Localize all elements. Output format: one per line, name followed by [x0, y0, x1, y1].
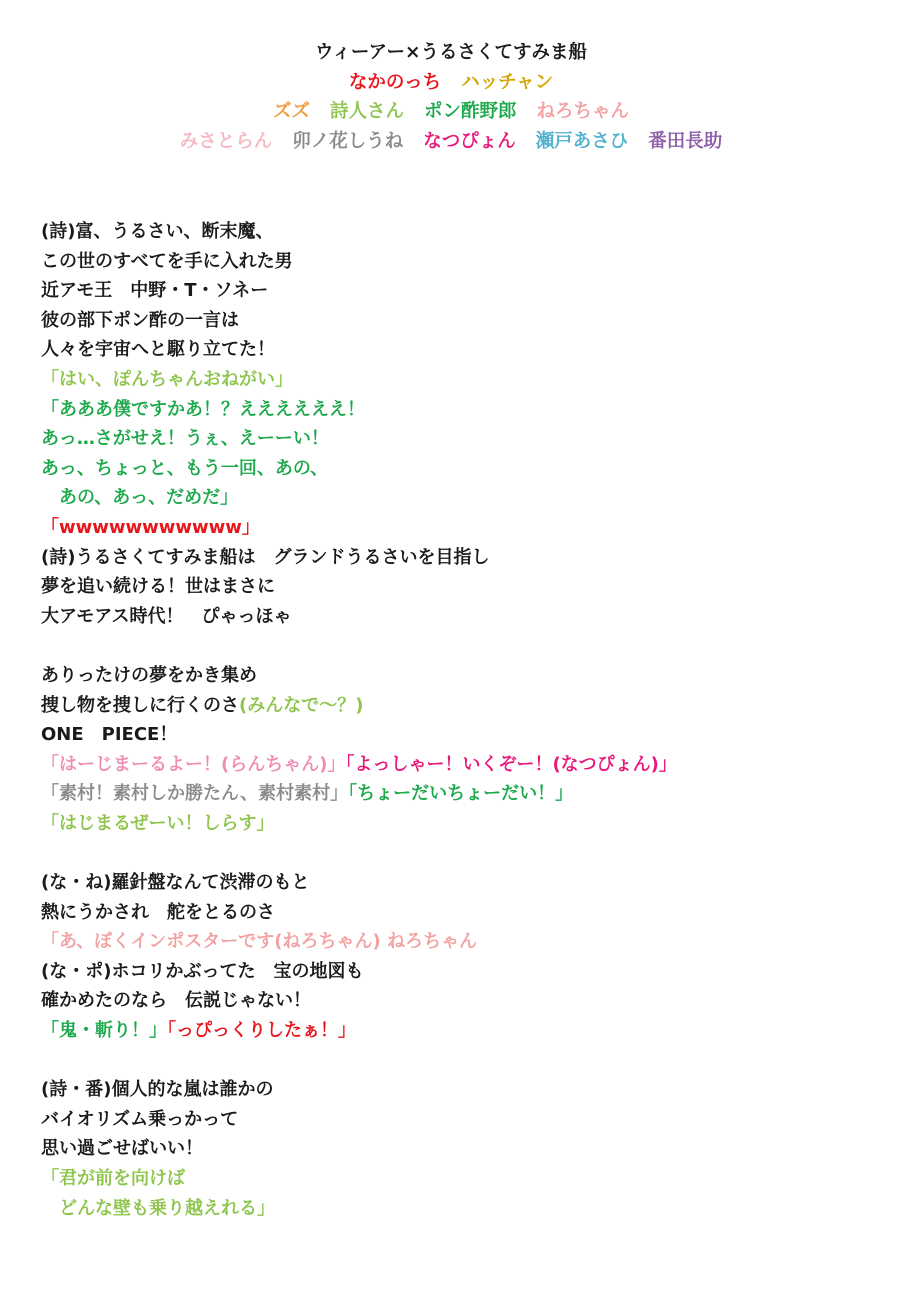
- lyric-segment: 人々を宇宙へと駆り立てた！: [41, 339, 275, 361]
- lyric-line: [41, 335, 881, 365]
- member-name: 瀬戸あさひ: [535, 130, 629, 152]
- lyric-line: [41, 1164, 881, 1194]
- lyric-segment: 「っぴっくりしたぁ！」: [167, 1020, 356, 1042]
- blank-line: [41, 838, 881, 868]
- lyric-segment: 捜し物を捜しに行くのさ: [41, 694, 239, 716]
- blank-line: [41, 1046, 881, 1076]
- lyric-segment: 「ちょーだいちょーだい！」: [348, 783, 574, 805]
- lyric-segment: 「はい、ぽんちゃんおねがい」: [41, 368, 293, 390]
- member-name: 詩人さん: [329, 101, 404, 122]
- lyric-segment: 夢を追い続ける！世はまさに: [41, 576, 275, 598]
- lyric-segment: あっ…さがせえ！うぇ、えーーい！: [41, 428, 329, 450]
- lyric-line: [41, 927, 881, 957]
- lyric-line: [41, 720, 881, 750]
- lyric-line: [41, 1105, 881, 1135]
- lyric-segment: 近アモ王 中野・T・ソネー: [41, 280, 269, 302]
- member-line: [0, 127, 902, 157]
- lyric-line: [41, 898, 881, 928]
- lyric-segment: ありったけの夢をかき集め: [41, 664, 257, 686]
- lyric-segment: 「はーじまーるよー！(らんちゃん)」: [41, 753, 346, 775]
- lyric-line: [41, 779, 881, 809]
- lyric-line: [41, 602, 881, 632]
- member-line: [0, 68, 902, 98]
- member-name: 番田長助: [648, 130, 723, 152]
- lyric-segment: (みんなで～？): [239, 694, 364, 716]
- lyric-line: [41, 809, 881, 839]
- lyric-segment: どんな壁も乗り越えれる」: [41, 1197, 275, 1219]
- lyric-line: [41, 543, 881, 573]
- lyric-segment: (詩)富、うるさい、断末魔、: [41, 221, 274, 242]
- member-name: なつぴょん: [423, 130, 516, 152]
- lyric-line: [41, 1194, 881, 1224]
- lyric-segment: 「あああ僕ですかあ！？ええええええ！: [41, 398, 365, 420]
- lyric-segment: 熱にうかされ 舵をとるのさ: [41, 901, 275, 923]
- member-name: ねろちゃん: [536, 101, 630, 122]
- lyric-segment: (詩・番)個人的な嵐は誰かの: [41, 1079, 274, 1101]
- lyric-segment: (詩)うるさくてすみま船は グランドうるさいを目指し: [41, 546, 490, 568]
- lyric-line: [41, 217, 881, 247]
- member-name: みさとらん: [179, 130, 273, 152]
- lyric-segment: ONE PIECE！: [41, 724, 178, 746]
- member-name: 卯ノ花しうね: [292, 130, 404, 152]
- lyric-line: [41, 454, 881, 484]
- lyric-line: [41, 957, 881, 987]
- member-name: なかのっち: [348, 71, 442, 93]
- lyric-line: [41, 661, 881, 691]
- lyric-segment: 「はじまるぜーい！しらす」: [41, 812, 275, 834]
- lyric-segment: 「wwwwwwwwwww」: [41, 516, 260, 538]
- member-list: [0, 68, 902, 157]
- lyric-line: [41, 868, 881, 898]
- member-name: ハッチャン: [461, 71, 554, 93]
- song-title: ウィーアー×うるさくてすみま船: [315, 42, 587, 63]
- lyrics-body: [41, 217, 881, 1223]
- lyric-line: [41, 424, 881, 454]
- lyric-segment: あの、あっ、だめだ」: [41, 487, 239, 509]
- blank-line: [41, 631, 881, 661]
- lyric-line: [41, 365, 881, 395]
- lyric-segment: 「君が前を向けば: [41, 1168, 185, 1189]
- lyric-segment: 確かめたのなら 伝説じゃない！: [41, 990, 311, 1012]
- lyric-line: [41, 750, 881, 780]
- lyric-line: [41, 1016, 881, 1046]
- lyric-line: [41, 395, 881, 425]
- lyric-line: [41, 1134, 881, 1164]
- lyric-segment: 「よっしゃー！いくぞー！(なつぴょん)」: [345, 753, 677, 775]
- lyric-line: [41, 1075, 881, 1105]
- lyric-segment: バイオリズム乗っかって: [41, 1108, 239, 1130]
- lyric-segment: この世のすべてを手に入れた男: [41, 250, 293, 272]
- lyric-segment: 大アモアス時代！ ぴゃっほゃ: [41, 605, 292, 627]
- lyric-segment: 彼の部下ポン酢の一言は: [41, 309, 239, 331]
- member-name: ズズ: [272, 101, 310, 122]
- lyric-line: [41, 247, 881, 277]
- lyric-segment: 思い過ごせばいい！: [41, 1138, 203, 1160]
- lyric-line: [41, 276, 881, 306]
- song-header: [0, 38, 902, 156]
- member-name: ポン酢野郎: [424, 101, 517, 122]
- lyric-segment: (な・ね)羅針盤なんて渋滞のもと: [41, 872, 310, 894]
- lyric-segment: 「あ、ぼくインポスターです(ねろちゃん) ねろちゃん: [41, 931, 477, 953]
- lyric-line: [41, 986, 881, 1016]
- lyric-line: [41, 306, 881, 336]
- lyric-segment: 「素村！素村しか勝たん、素村素村」: [41, 783, 349, 805]
- lyric-line: [41, 691, 881, 721]
- lyric-line: [41, 572, 881, 602]
- member-line: [0, 97, 902, 127]
- lyric-segment: あっ、ちょっと、もう一回、あの、: [41, 457, 329, 479]
- lyric-line: [41, 513, 881, 543]
- lyric-segment: 「鬼・斬り！」: [41, 1020, 167, 1042]
- lyric-line: [41, 483, 881, 513]
- lyric-segment: (な・ポ)ホコリかぶってた 宝の地図も: [41, 960, 364, 982]
